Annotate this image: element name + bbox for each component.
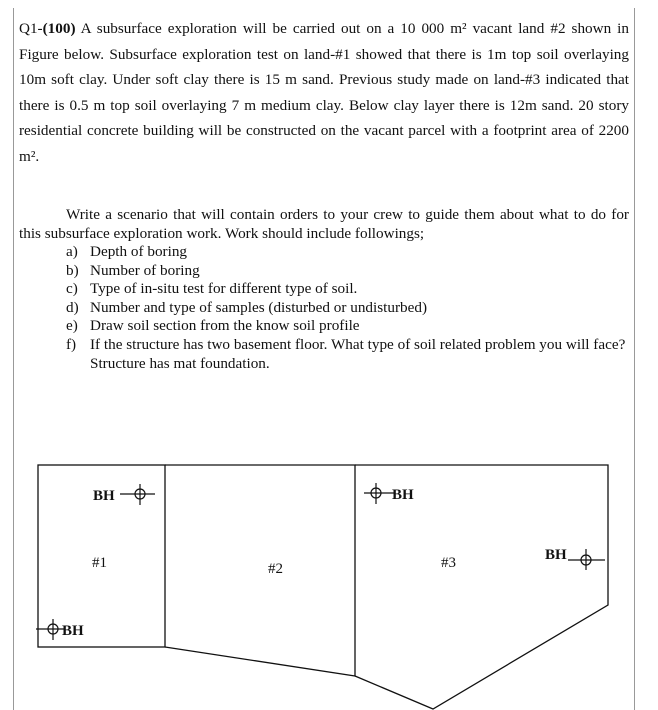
svg-text:BH: BH [545,547,567,563]
question-number: Q1- [19,20,43,37]
land-1-label: #1 [92,555,107,571]
land-2-label: #2 [268,561,283,577]
svg-text:BH: BH [62,623,84,639]
list-item: e) Draw soil section from the know soil profile [66,317,360,335]
list-item: b) Number of boring [66,261,200,279]
borehole-land-1-bottom [36,619,84,640]
borehole-land-1-top [93,484,155,505]
borehole-symbol-icon [120,484,155,505]
instruction-text: Write a scenario that will contain orders to your crew to guide them about what to do for this subsurface exploration work. Work should include followings; [19,206,629,242]
borehole-symbol-icon [36,619,64,640]
borehole-land-3-top [364,483,414,504]
borehole-symbol-icon [364,483,394,504]
borehole-symbol-icon [568,549,605,570]
land-2-parcel [165,465,355,676]
question-points: (100) [42,20,76,37]
list-item: f) If the structure has two basement floor. What type of soil related problem you will face? Structure has mat foundation. [66,335,626,372]
svg-text:BH: BH [392,487,414,503]
list-item: a) Depth of boring [66,243,188,260]
question-text: A subsurface exploration will be carried out on a 10 000 m² vacant land #2 shown in Figure below. Subsurface exploration test on land-#1 showed that there is 1m top soil overlaying 10m soft clay. Under soft clay there is 15 m sand. Previous study made on land-#3 indicated that there is 0.5 m top soil overlaying 7 m medium clay. Below clay layer there is 12m sand. 20 story residential concrete building will be constructed on the vacant parcel with a footprint area of 2200 m². [19,20,629,165]
list-item: d) Number and type of samples (disturbed or undisturbed) [66,298,428,316]
list-item: c) Type of in-situ test for different type of soil. [66,280,358,298]
svg-text:BH: BH [93,488,115,504]
borehole-land-3-right [545,547,605,570]
land-3-label: #3 [441,555,456,571]
